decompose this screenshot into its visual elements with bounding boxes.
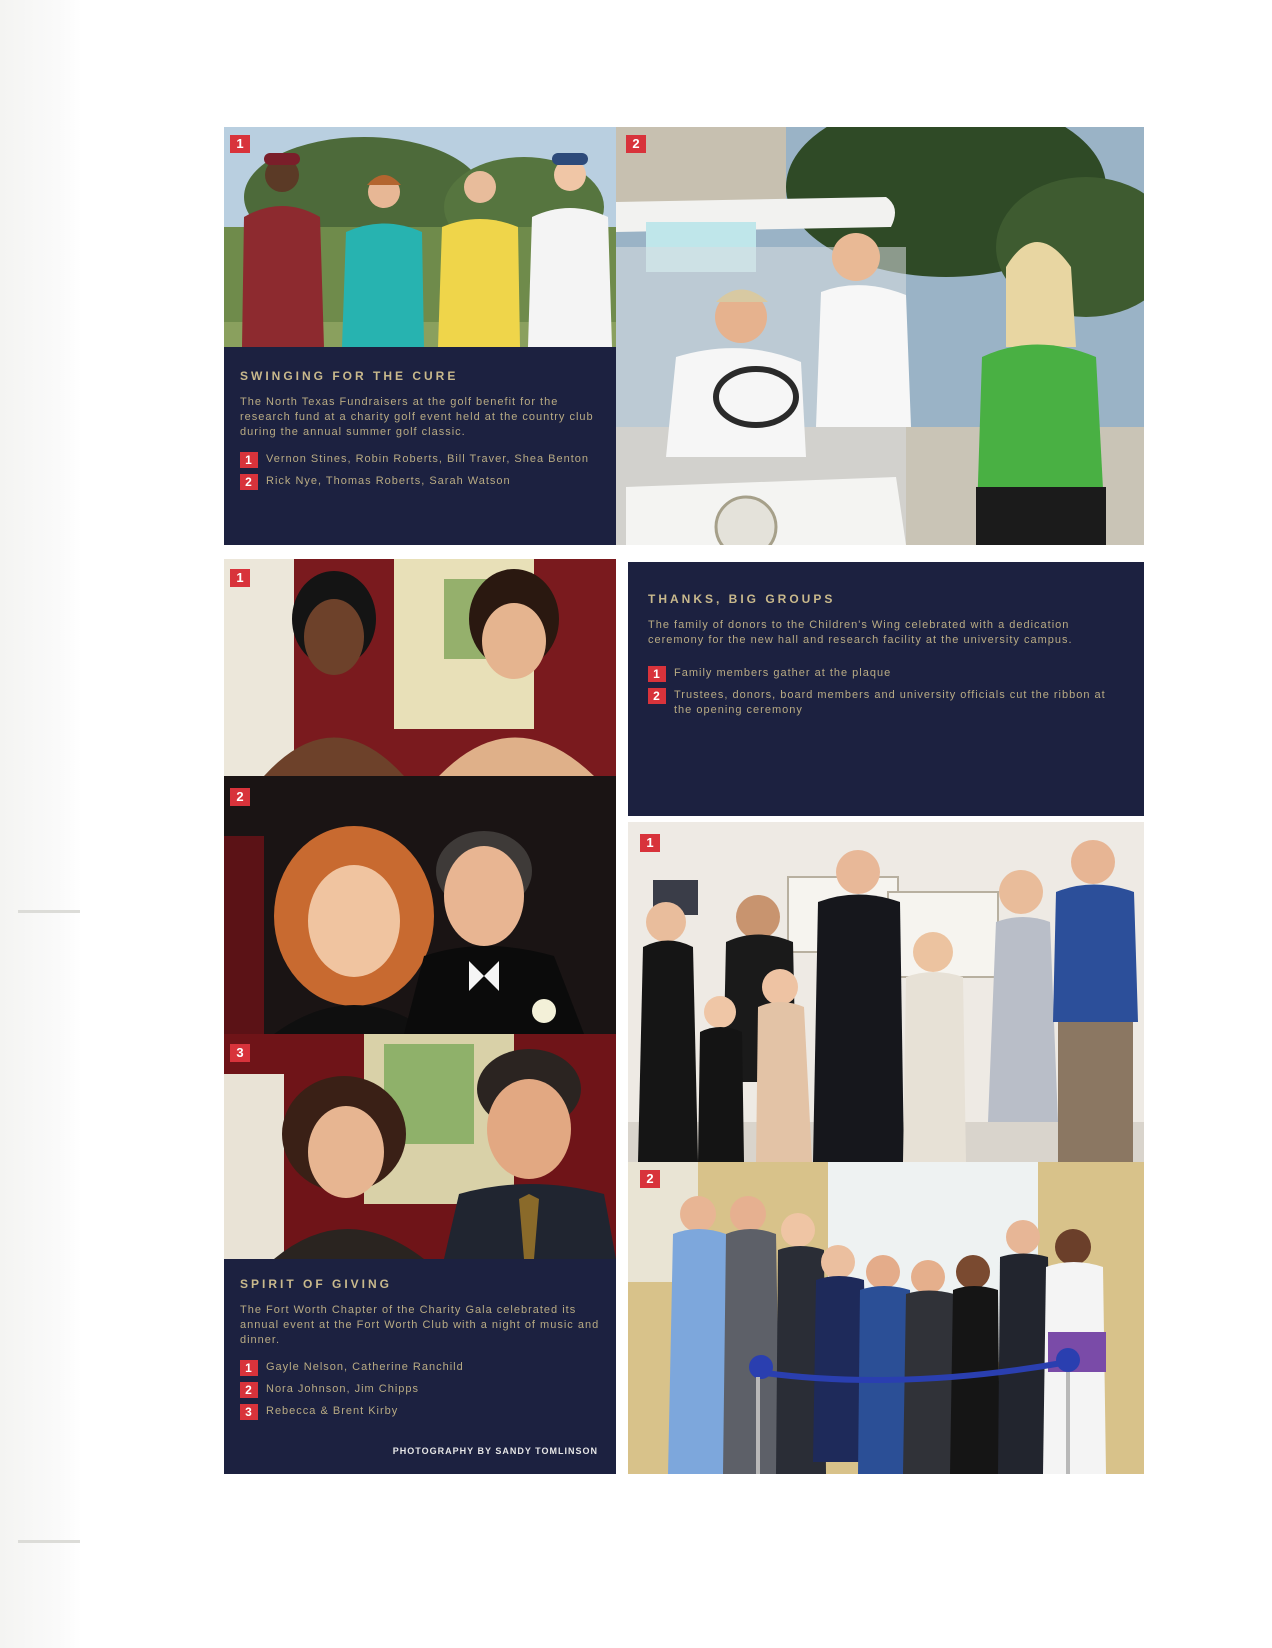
section-heading: SPIRIT OF GIVING <box>240 1277 393 1291</box>
caption-item <box>648 666 1124 682</box>
golf-caption-panel <box>224 347 616 545</box>
caption-badge: 1 <box>240 452 258 468</box>
photo-number-badge: 1 <box>230 135 250 153</box>
photo-number-badge: 1 <box>230 569 250 587</box>
caption-badge: 2 <box>240 474 258 490</box>
golf-cart-photo <box>616 127 1144 545</box>
dedication-family-photo <box>628 822 1144 1162</box>
caption-text: Vernon Stines, Robin Roberts, Bill Traver, Shea Benton <box>266 453 590 465</box>
caption-badge: 1 <box>240 1360 258 1376</box>
caption-badge: 3 <box>240 1404 258 1420</box>
caption-text: Rick Nye, Thomas Roberts, Sarah Watson <box>266 475 511 487</box>
photo-number-badge: 1 <box>640 834 660 852</box>
dedication-caption-panel <box>628 562 1144 816</box>
caption-text: Nora Johnson, Jim Chipps <box>266 1383 420 1395</box>
section-body: The Fort Worth Chapter of the Charity Gala celebrated its annual event at the Fort Worth Club with a night of music and dinner. <box>240 1304 600 1346</box>
caption-item <box>240 1382 600 1398</box>
caption-item <box>648 688 1124 718</box>
gala-photo-1 <box>224 559 616 776</box>
golf-group-photo <box>224 127 616 347</box>
section-heading: THANKS, BIG GROUPS <box>648 592 836 606</box>
photo-number-badge: 2 <box>640 1170 660 1188</box>
section-body: The North Texas Fundraisers at the golf benefit for the research fund at a charity golf event held at the country club during the annual summer golf classic. <box>240 396 594 438</box>
gala-photo-2 <box>224 776 616 1034</box>
photo-number-badge: 3 <box>230 1044 250 1062</box>
caption-item <box>240 474 600 490</box>
caption-text: Trustees, donors, board members and university officials cut the ribbon at the opening ceremony <box>674 689 1106 716</box>
caption-text: Rebecca & Brent Kirby <box>266 1405 399 1417</box>
caption-badge: 1 <box>648 666 666 682</box>
dedication-ribbon-photo <box>628 1162 1144 1474</box>
section-body: The family of donors to the Children's Wing celebrated with a dedication ceremony for the new hall and research facility at the university campus. <box>648 619 1073 646</box>
section-heading: SWINGING FOR THE CURE <box>240 369 459 383</box>
caption-text: Family members gather at the plaque <box>674 667 892 679</box>
caption-item <box>240 1404 600 1420</box>
caption-item <box>240 452 600 468</box>
caption-badge: 2 <box>240 1382 258 1398</box>
caption-text: Gayle Nelson, Catherine Ranchild <box>266 1361 464 1373</box>
caption-badge: 2 <box>648 688 666 704</box>
caption-item <box>240 1360 600 1376</box>
photo-number-badge: 2 <box>230 788 250 806</box>
photo-credit: PHOTOGRAPHY BY SANDY TOMLINSON <box>392 1446 598 1456</box>
gala-photo-3 <box>224 1034 616 1259</box>
gala-caption-panel <box>224 1259 616 1474</box>
photo-number-badge: 2 <box>626 135 646 153</box>
